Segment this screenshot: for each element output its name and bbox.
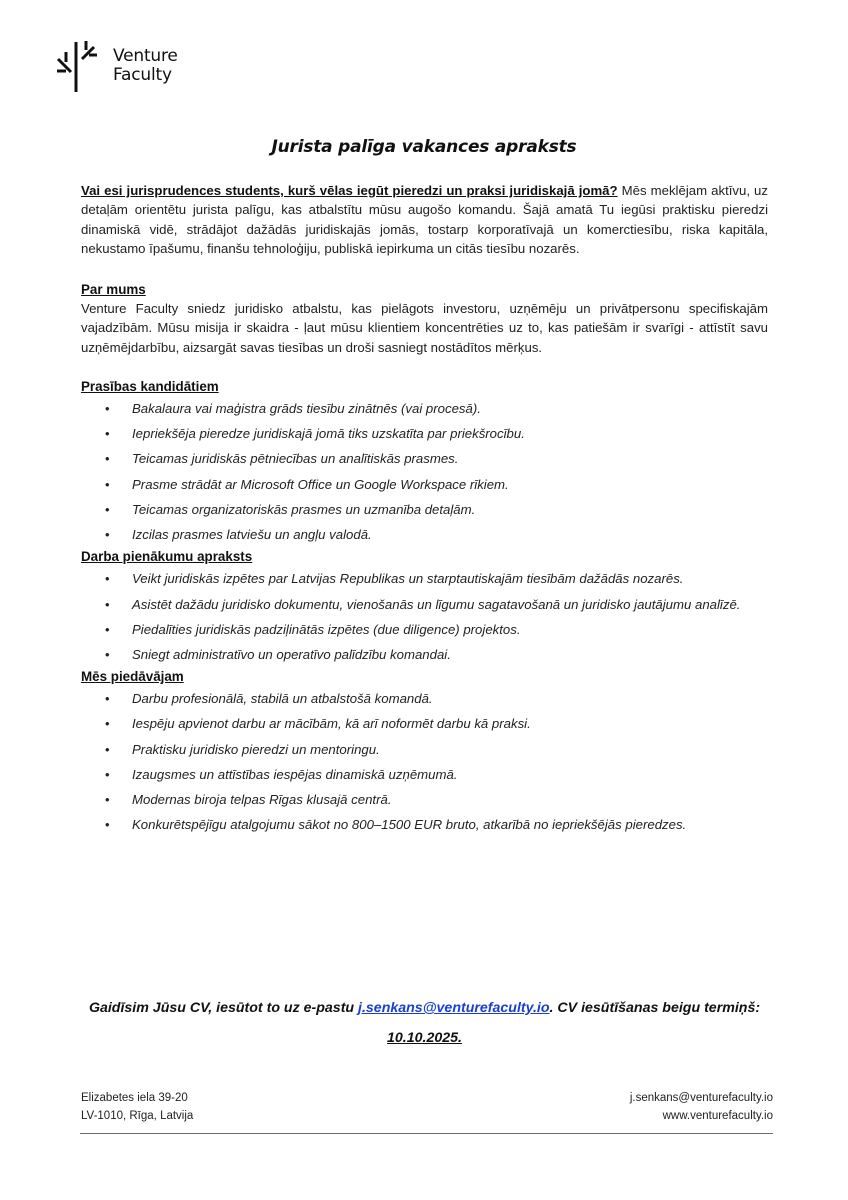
bullet-icon: • (105, 716, 110, 732)
bullet-icon: • (105, 741, 110, 757)
intro-body: Mēs meklējam aktīvu, uz detaļām orientētu jurista palīgu, kas atbalstītu mūsu augošo komandu. Šajā amatā Tu iegūsi praktisku pieredzi dinamiskā vidē, strādājot dažādās juridiskajās jomās, tostarp korporatīvajā un komerctiesību, riska kapitāla, nekustamo īpašumu, finanšu tehnoloģiju, publiskā iepirkuma un citās tiesību nozarēs. (81, 183, 768, 256)
footer-divider (80, 1133, 773, 1134)
list-item: • Piedalīties juridiskās padziļinātās izpētes (due diligence) projektos. (81, 617, 768, 642)
cta-middle: . CV iesūtīšanas beigu termiņš: (549, 1000, 761, 1016)
bullet-icon: • (105, 476, 110, 492)
venture-faculty-logo-icon (55, 38, 103, 94)
list-item: • Asistēt dažādu juridisko dokumentu, vienošanās un līgumu sagatavošanā un juridisko jautājumu analīzē. (81, 592, 768, 617)
offer-list (81, 686, 768, 837)
requirements-heading: Prasības kandidātiem (81, 379, 219, 395)
duties-list (81, 566, 768, 667)
logo-wordmark (113, 47, 178, 85)
bullet-icon: • (105, 791, 110, 807)
intro-lead: Vai esi jurisprudences students, kurš vēlas iegūt pieredzi un praksi juridiskajā jomā? (81, 183, 618, 198)
bullet-icon: • (105, 646, 110, 662)
intro-paragraph (81, 181, 768, 258)
requirements-list (81, 396, 768, 547)
list-item: • Modernas biroja telpas Rīgas klusajā centrā. (81, 787, 768, 812)
bullet-icon: • (105, 621, 110, 637)
list-item: • Bakalaura vai maģistra grāds tiesību zinātnēs (vai procesā). (81, 396, 768, 421)
company-logo (55, 38, 178, 94)
bullet-icon: • (105, 451, 110, 467)
about-heading: Par mums (81, 282, 146, 298)
footer-address-line-1: Elizabetes iela 39-20 (81, 1092, 188, 1104)
list-item: • Veikt juridiskās izpētes par Latvijas Republikas un starptautiskajām tiesībām dažādās nozarēs. (81, 566, 768, 591)
cta-email-link[interactable]: j.senkans@venturefaculty.io (358, 1000, 550, 1016)
bullet-icon: • (105, 596, 110, 612)
bullet-icon: • (105, 691, 110, 707)
list-item: • Prasme strādāt ar Microsoft Office un Google Workspace rīkiem. (81, 472, 768, 497)
footer-website: www.venturefaculty.io (662, 1110, 773, 1122)
list-item: • Praktisku juridisko pieredzi un mentoringu. (81, 737, 768, 762)
footer-contact (630, 1089, 773, 1125)
list-item: • Izaugsmes un attīstības iespējas dinamiskā uzņēmumā. (81, 762, 768, 787)
footer-address-line-2: LV-1010, Rīga, Latvija (81, 1110, 194, 1122)
offer-heading: Mēs piedāvājam (81, 669, 184, 685)
list-item: • Darbu profesionālā, stabilā un atbalstošā komandā. (81, 686, 768, 711)
bullet-icon: • (105, 817, 110, 833)
footer-address (81, 1089, 193, 1125)
document-title: Jurista palīga vakances apraksts (271, 137, 577, 157)
cta-prefix: Gaidīsim Jūsu CV, iesūtot to uz e-pastu (88, 1000, 359, 1016)
call-to-action (81, 993, 768, 1053)
footer-email: j.senkans@venturefaculty.io (629, 1092, 773, 1104)
bullet-icon: • (105, 501, 110, 517)
cta-deadline: 10.10.2025. (387, 1030, 462, 1046)
list-item: • Konkurētspējīgu atalgojumu sākot no 800–1500 EUR bruto, atkarībā no iepriekšējās pieredzes. (81, 812, 768, 837)
logo-line-2: Faculty (113, 65, 172, 85)
duties-heading: Darba pienākumu apraksts (81, 549, 253, 565)
list-item: • Teicamas organizatoriskās prasmes un uzmanība detaļām. (81, 497, 768, 522)
bullet-icon: • (105, 426, 110, 442)
about-paragraph: Venture Faculty sniedz juridisko atbalstu, kas pielāgots investoru, uzņēmēju un privātpersonu specifiskajām vajadzībām. Mūsu misija ir skaidra - ļaut mūsu klientiem koncentrēties uz to, kas patiešām ir svarīgi - attīstīt savu uzņēmējdarbību, aizsargāt savas tiesības un droši sasniegt nostādītos mērķus. (81, 301, 768, 355)
list-item: • Izcilas prasmes latviešu un angļu valodā. (81, 522, 768, 547)
logo-line-1: Venture (113, 46, 178, 66)
list-item: • Teicamas juridiskās pētniecības un analītiskās prasmes. (81, 446, 768, 471)
bullet-icon: • (105, 571, 110, 587)
bullet-icon: • (105, 527, 110, 543)
list-item: • Iepriekšēja pieredze juridiskajā jomā tiks uzskatīta par priekšrocību. (81, 421, 768, 446)
document-body (81, 181, 768, 837)
list-item: • Iespēju apvienot darbu ar mācībām, kā arī noformēt darbu kā praksi. (81, 711, 768, 736)
bullet-icon: • (105, 766, 110, 782)
list-item: • Sniegt administratīvo un operatīvo palīdzību komandai. (81, 642, 768, 667)
bullet-icon: • (105, 401, 110, 417)
